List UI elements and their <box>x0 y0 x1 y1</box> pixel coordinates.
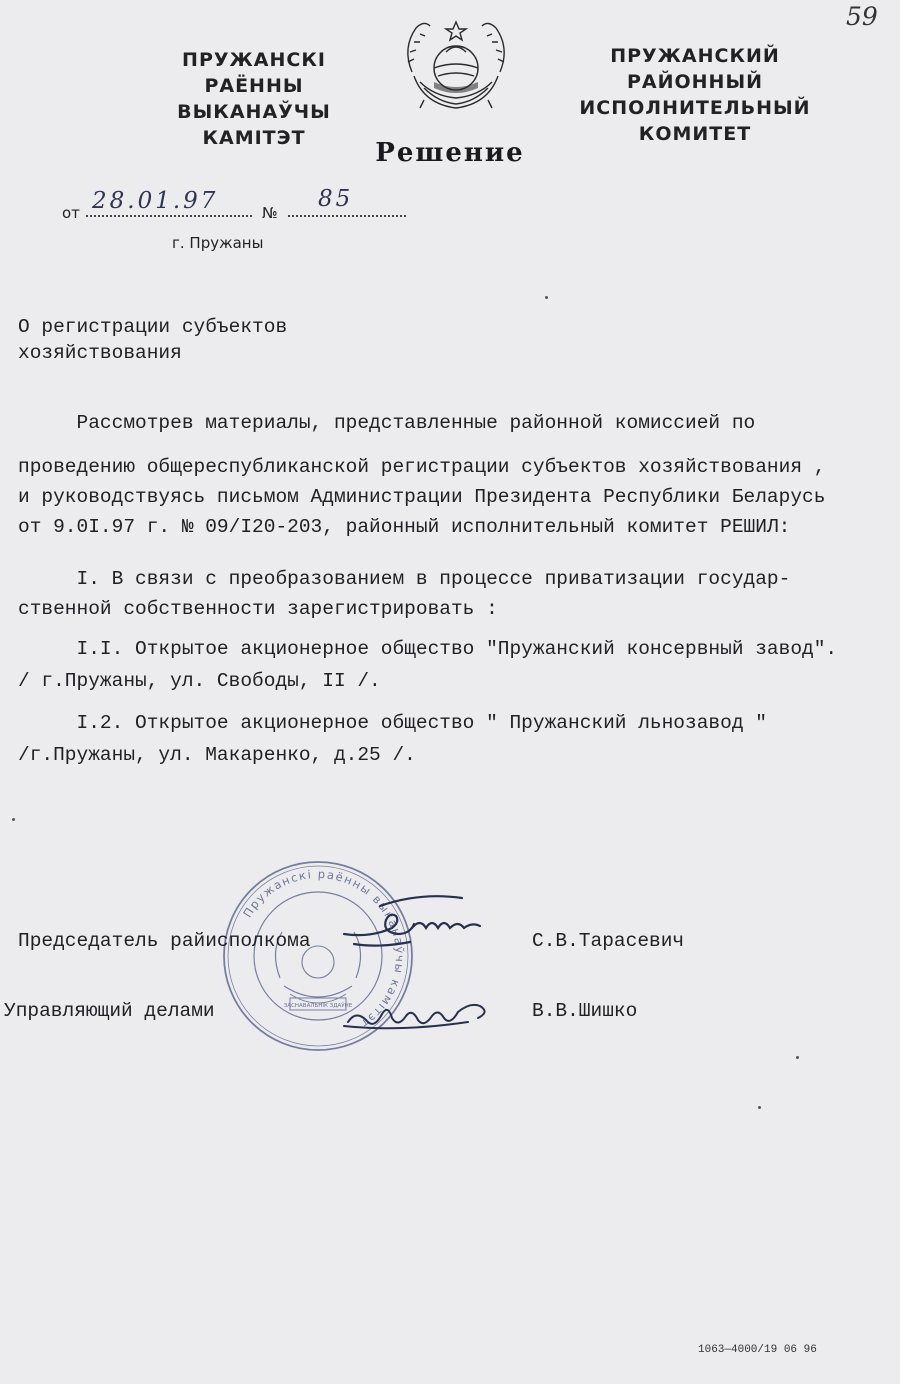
page-number: 59 <box>846 2 878 31</box>
subject-heading: О регистрации субъектов хозяйствования <box>18 316 288 364</box>
paper-speck <box>758 1106 761 1109</box>
stamp-inner-text: ЗАСНАВАЛЬНІК ЗДАЎНЕ <box>283 1003 353 1009</box>
signature-role-chairman: Председатель райисполкома <box>18 930 311 952</box>
header-left-line-2: ВЫКАНАЎЧЫ КАМІТЭТ <box>177 101 331 149</box>
signature-name-chairman: С.В.Тарасевич <box>532 930 685 952</box>
header-right-line-2: ИСПОЛНИТЕЛЬНЫЙ КОМИТЕТ <box>579 97 811 145</box>
paper-speck <box>545 296 548 299</box>
header-left-line-1: ПРУЖАНСКІ РАЁННЫ <box>182 49 326 97</box>
header-left-belarusian <box>134 47 374 151</box>
number-label: № <box>262 204 278 222</box>
body-line: Рассмотрев материалы, представленные районной комиссией по <box>18 412 756 434</box>
stamp-ring-text: Пружанскі раённы выканаўчы камітэт <box>240 866 408 1032</box>
belarus-emblem-icon <box>394 12 518 114</box>
city-line: г. Пружаны <box>172 234 264 252</box>
body-line: от 9.0I.97 г. № 09/I20-203, районный исполнительный комитет РЕШИЛ: <box>18 516 791 538</box>
header-right-line-1: ПРУЖАНСКИЙ РАЙОННЫЙ <box>610 45 780 93</box>
body-line: / г.Пружаны, ул. Свободы, II /. <box>18 670 381 692</box>
body-line: I.I. Открытое акционерное общество "Пружанский консервный завод". <box>18 638 838 660</box>
signature-name-manager: В.В.Шишко <box>532 1000 638 1022</box>
body-line: /г.Пружаны, ул. Макаренко, д.25 /. <box>18 744 416 766</box>
body-line: I. В связи с преобразованием в процессе приватизации государ- <box>18 568 791 590</box>
handwritten-date: 28.01.97 <box>92 188 219 214</box>
body-line: ственной собственности зарегистрировать : <box>18 598 498 620</box>
body-line: проведению общереспубликанской регистрации субъектов хозяйствования , <box>18 456 826 478</box>
signature-chairman-icon <box>340 888 520 952</box>
document-title: Решение <box>375 138 525 168</box>
print-code: 1063—4000/19 06 96 <box>698 1344 817 1356</box>
signature-role-manager: Управляющий делами <box>4 1000 215 1022</box>
paper-speck <box>796 1056 799 1059</box>
header-right-russian <box>540 43 850 147</box>
date-label: от <box>62 204 80 222</box>
body-line: и руководствуясь письмом Администрации Президента Республики Беларусь <box>18 486 826 508</box>
signature-manager-icon <box>340 992 510 1040</box>
paper-speck <box>12 818 15 821</box>
body-line: I.2. Открытое акционерное общество " Пружанский льнозавод " <box>18 712 767 734</box>
handwritten-number: 85 <box>318 186 354 212</box>
